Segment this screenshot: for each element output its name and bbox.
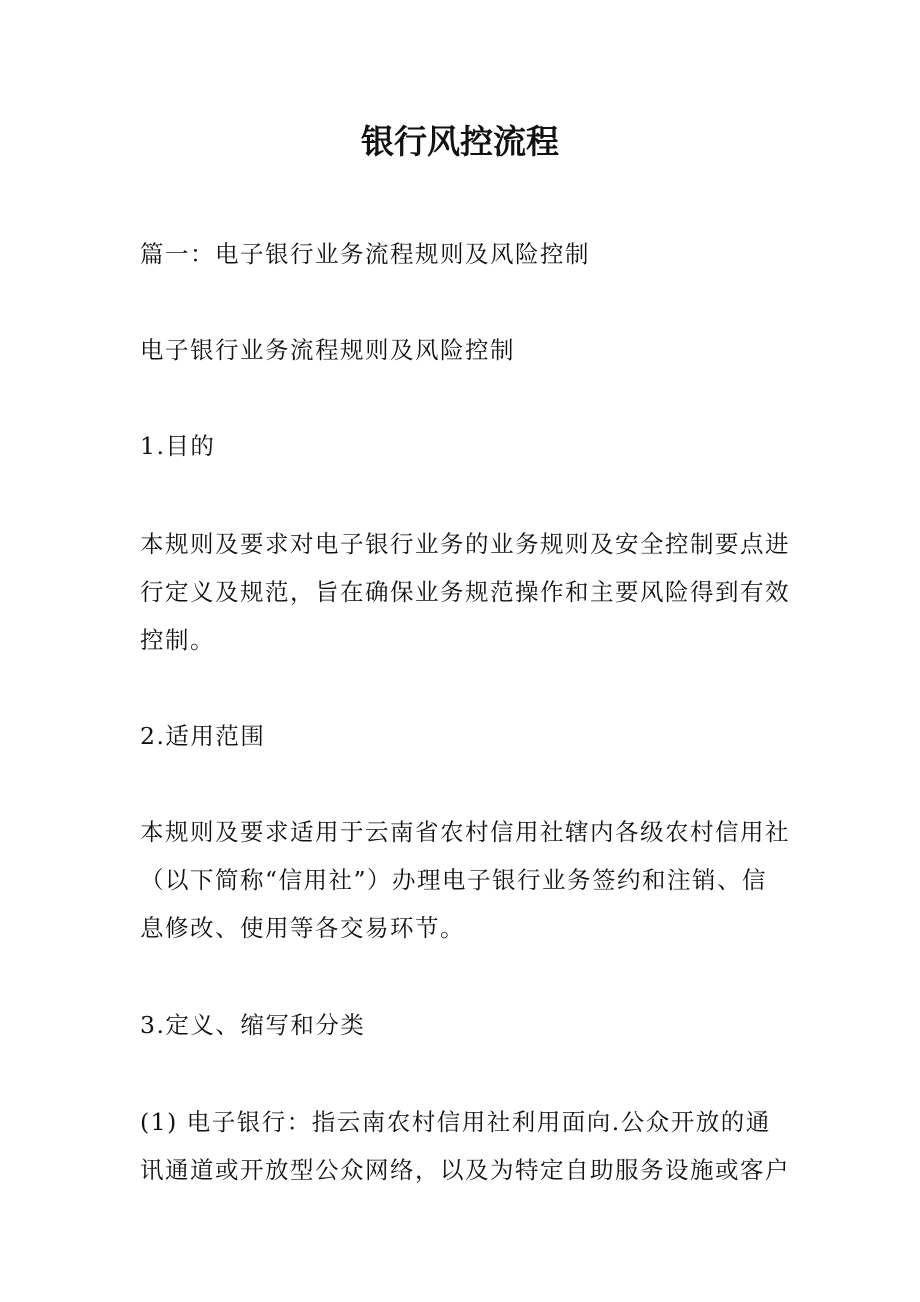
- document-title: 银行风控流程: [361, 122, 559, 161]
- section-heading-definitions: 3.定义、缩写和分类: [140, 1011, 366, 1039]
- scope-paragraph: 本规则及要求适用于云南省农村信用社辖内各级农村信用社（以下简称“信用社”）办理电子银行业务签约和注销、信息修改、使用等各交易环节。: [140, 818, 790, 942]
- section-heading-purpose: 1.目的: [140, 432, 216, 460]
- purpose-paragraph: 本规则及要求对电子银行业务的业务规则及安全控制要点进行定义及规范，旨在确保业务规范操作和主要风险得到有效控制。: [140, 530, 790, 654]
- section-heading-scope: 2.适用范围: [140, 722, 266, 750]
- definition-paragraph: (1) 电子银行：指云南农村信用社利用面向.公众开放的通讯通道或开放型公众网络，以及为特定自助服务设施或客户: [140, 1108, 790, 1184]
- subtitle: 电子银行业务流程规则及风险控制: [140, 336, 515, 364]
- section-heading: 篇一：电子银行业务流程规则及风险控制: [140, 240, 590, 268]
